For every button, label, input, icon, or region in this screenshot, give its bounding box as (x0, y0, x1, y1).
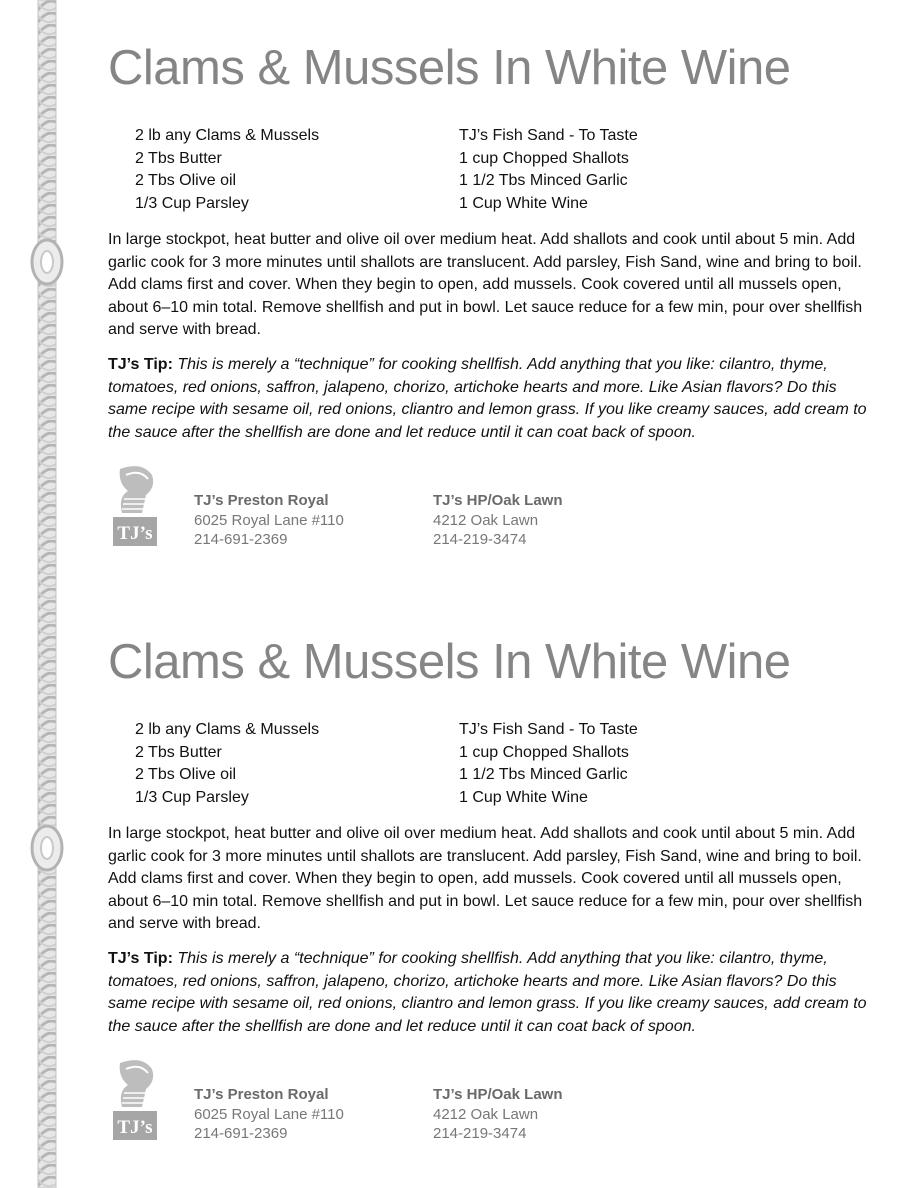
store-name: TJ’s Preston Royal (194, 492, 329, 509)
ingredient-item: 1 Cup White Wine (459, 194, 588, 212)
ingredient-item: 2 lb any Clams & Mussels (135, 721, 320, 738)
store-address: 4212 Oak Lawn (433, 511, 539, 529)
ingredient-item: 1 cup Chopped Shallots (459, 743, 629, 761)
directions: In large stockpot, heat butter and olive oil over medium heat. Add shallots and cook until about 5 min. Add garlic cook for 3 more minutes until shallots are translucent. Add parsley, Fish Sand, wine and bring to boil. Add clams first and cover. When they begin to open, add mussels. Cook covered until all mussels open, about 6–10 min total. Remove shellfish and put in bowl. Let sauce reduce for a few min, pour over shellfish and serve with bread. (108, 231, 863, 339)
recipe-title: Clams & Mussels In White Wine (108, 41, 791, 95)
tip-text: This is merely a “technique” for cooking shellfish. Add anything that you like: cilantro, thyme, tomatoes, red onions, saffron, jalapeno, chorizo, artichoke hearts and more. Like Asian flavors? Do this same recipe with sesame oil, red onions, cliantro and lemon grass. If you like creamy sauces, add cream to the sauce after the shellfish are done and let reduce until it can coat back of spoon. (108, 356, 867, 441)
store-name: TJ’s HP/Oak Lawn (433, 1086, 563, 1103)
store-name: TJ’s HP/Oak Lawn (433, 492, 563, 509)
tip (108, 948, 868, 1038)
store-phone: 214-691-2369 (194, 531, 288, 548)
tip-label: TJ’s Tip: (108, 356, 173, 373)
ingredients-left (135, 125, 319, 215)
store-name: TJ’s Preston Royal (194, 1086, 329, 1103)
svg-text:TJ’s: TJ’s (117, 523, 153, 544)
store-phone: 214-219-3474 (433, 1125, 527, 1142)
ingredients-right (459, 719, 638, 809)
tip (108, 354, 868, 444)
svg-text:TJ’s: TJ’s (117, 1117, 153, 1138)
store-address: 4212 Oak Lawn (433, 1105, 539, 1123)
store-preston-royal (194, 1085, 344, 1144)
store-oak-lawn (433, 491, 563, 550)
directions: In large stockpot, heat butter and olive oil over medium heat. Add shallots and cook until about 5 min. Add garlic cook for 3 more minutes until shallots are translucent. Add parsley, Fish Sand, wine and bring to boil. Add clams first and cover. When they begin to open, add mussels. Cook covered until all mussels open, about 6–10 min total. Remove shellfish and put in bowl. Let sauce reduce for a few min, pour over shellfish and serve with bread. (108, 825, 863, 933)
ingredient-item: TJ’s Fish Sand - To Taste (459, 721, 638, 738)
ingredient-item: 2 Tbs Butter (135, 743, 222, 761)
ingredient-item: 2 Tbs Olive oil (135, 766, 237, 784)
ingredient-item: 1 1/2 Tbs Minced Garlic (459, 766, 628, 784)
tip-text: This is merely a “technique” for cooking shellfish. Add anything that you like: cilantro, thyme, tomatoes, red onions, saffron, jalapeno, chorizo, artichoke hearts and more. Like Asian flavors? Do this same recipe with sesame oil, red onions, cliantro and lemon grass. If you like creamy sauces, add cream to the sauce after the shellfish are done and let reduce until it can coat back of spoon. (108, 950, 867, 1035)
store-address: 6025 Royal Lane #110 (194, 1105, 344, 1123)
tip-label: TJ’s Tip: (108, 950, 173, 967)
ingredient-item: 1/3 Cup Parsley (135, 194, 249, 212)
ingredient-item: 1 cup Chopped Shallots (459, 149, 629, 167)
ingredient-item: 2 lb any Clams & Mussels (135, 127, 320, 144)
ingredients-left (135, 719, 319, 809)
store-phone: 214-691-2369 (194, 1125, 288, 1142)
recipe-card (0, 594, 918, 1188)
ingredient-item: 1 Cup White Wine (459, 788, 588, 806)
fish-logo-icon (112, 1057, 158, 1141)
ingredient-item: 2 Tbs Olive oil (135, 172, 237, 190)
recipe-title: Clams & Mussels In White Wine (108, 635, 791, 689)
ingredient-item: TJ’s Fish Sand - To Taste (459, 127, 638, 144)
store-address: 6025 Royal Lane #110 (194, 511, 344, 529)
store-oak-lawn (433, 1085, 563, 1144)
ingredient-item: 1/3 Cup Parsley (135, 788, 249, 806)
store-phone: 214-219-3474 (433, 531, 527, 548)
ingredients-right (459, 125, 638, 215)
fish-logo-icon (112, 463, 158, 547)
ingredient-item: 2 Tbs Butter (135, 149, 222, 167)
store-preston-royal (194, 491, 344, 550)
ingredient-item: 1 1/2 Tbs Minced Garlic (459, 172, 628, 190)
